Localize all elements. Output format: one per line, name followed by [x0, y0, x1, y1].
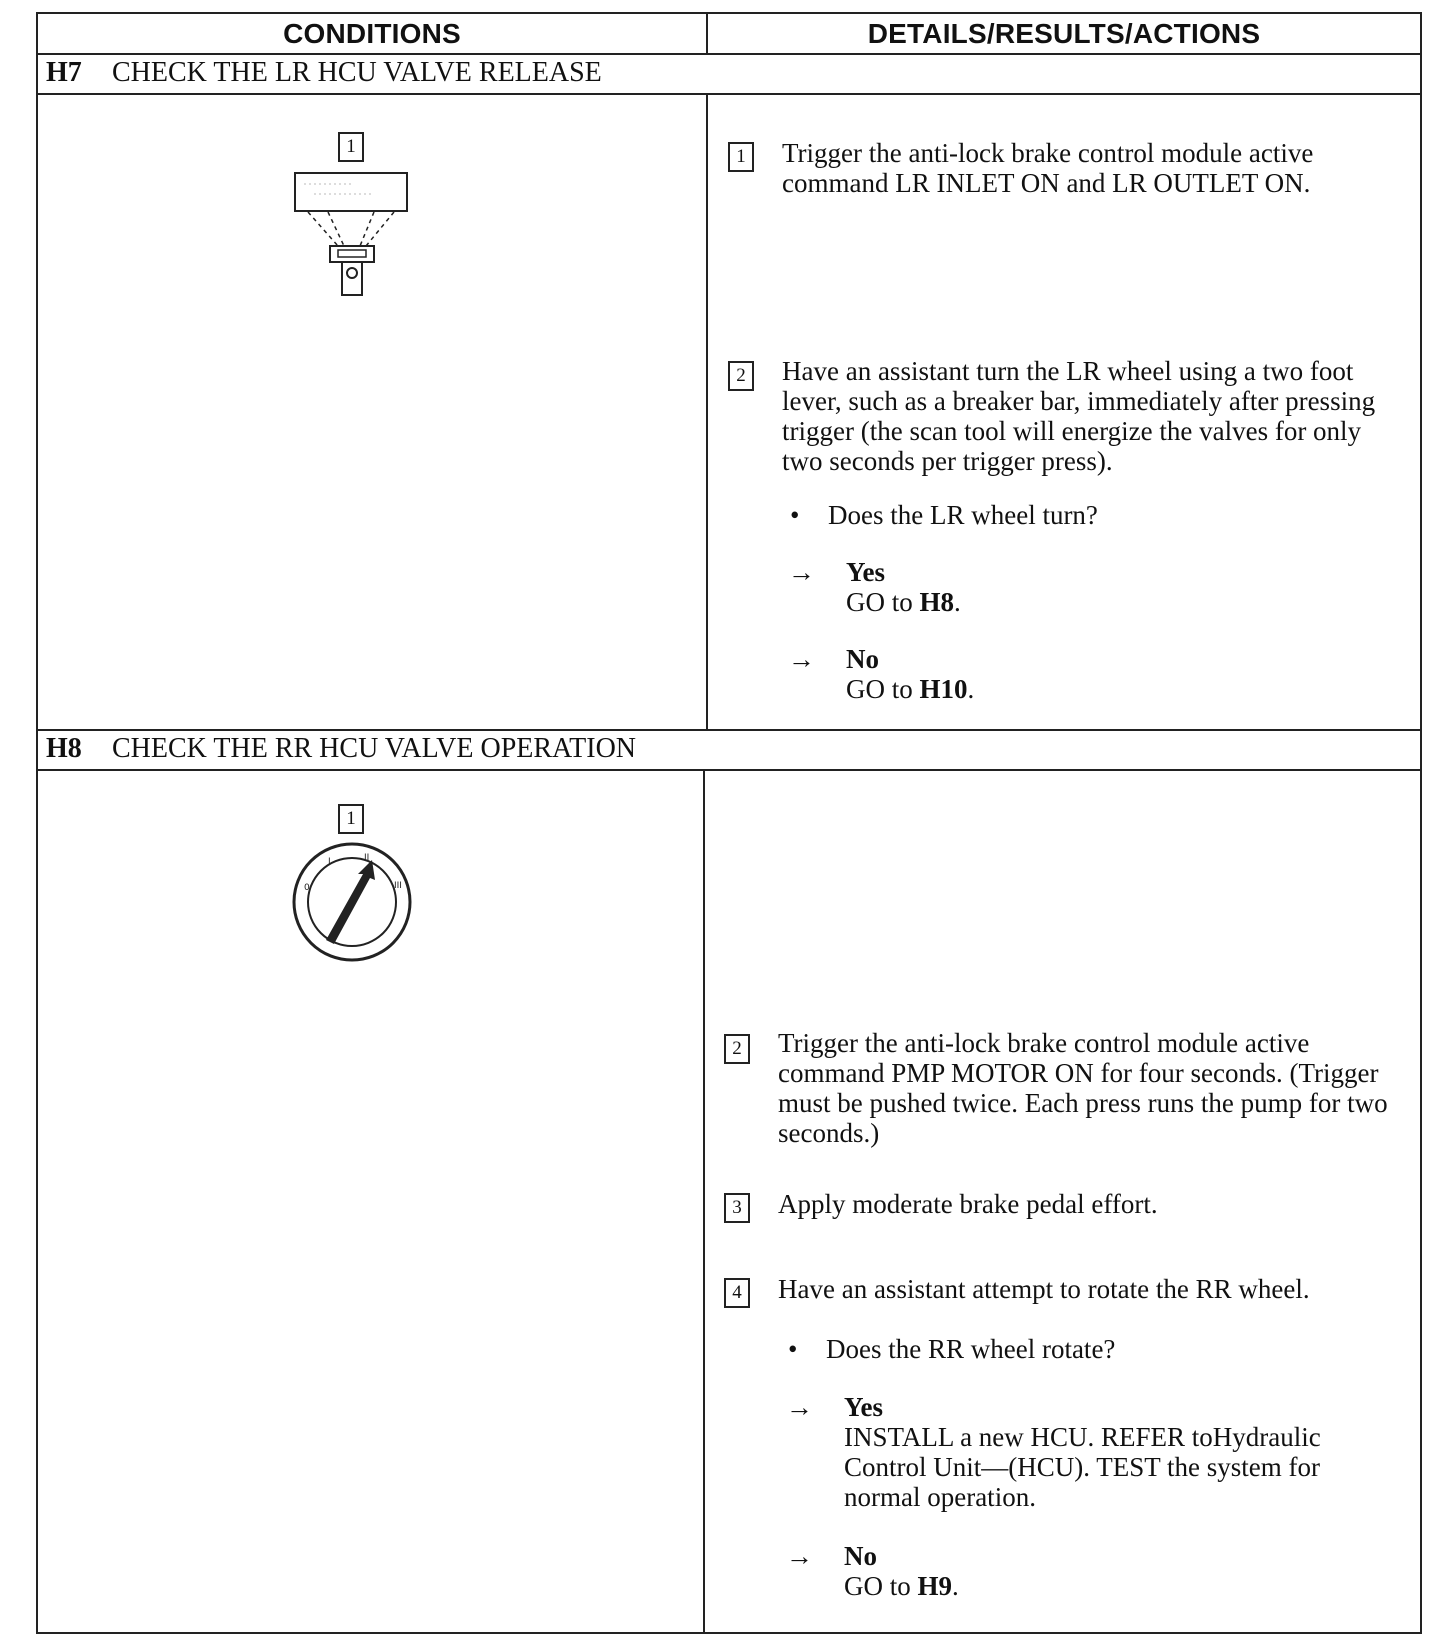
answer-label: No [844, 1541, 877, 1571]
action-prefix: GO to [846, 587, 920, 617]
scan-tool-icon [294, 172, 408, 297]
question [790, 500, 1098, 530]
action-prefix: GO to [846, 674, 920, 704]
figure-step-number: 1 [338, 804, 364, 834]
arrow-right-icon: → [788, 557, 815, 587]
arrow-right-icon: → [788, 644, 815, 674]
step-text: Trigger the anti-lock brake control module active command LR INLET ON and LR OUTLET ON. [782, 138, 1314, 198]
conditions-header: CONDITIONS [283, 18, 461, 49]
table-border-bottom [36, 1632, 1422, 1634]
action-suffix: . [952, 1571, 959, 1601]
answer-action [846, 587, 961, 617]
goto-ref[interactable]: H8 [919, 587, 955, 617]
h7-title-divider [36, 93, 1422, 95]
ignition-switch-icon [290, 840, 414, 964]
section-title-text: CHECK THE LR HCU VALVE RELEASE [112, 57, 602, 88]
svg-text:0: 0 [304, 883, 310, 893]
answer-action [844, 1571, 959, 1601]
question [788, 1334, 1115, 1364]
answer-label: No [846, 644, 879, 674]
answer-action: INSTALL a new HCU. REFER toHydraulic Control Unit—(HCU). TEST the system for normal operation. [844, 1422, 1321, 1512]
h7-column-divider [706, 93, 708, 731]
question-text: Does the LR wheel turn? [828, 500, 1098, 530]
table-border-right [1420, 12, 1422, 1634]
step-number: 4 [724, 1278, 750, 1308]
goto-ref[interactable]: H10 [919, 674, 968, 704]
answer-action [846, 674, 974, 704]
step-text: Apply moderate brake pedal effort. [778, 1189, 1158, 1219]
step-text: Have an assistant attempt to rotate the RR wheel. [778, 1274, 1310, 1304]
bullet-icon: • [790, 500, 800, 530]
arrow-right-icon: → [786, 1392, 813, 1422]
step-number: 2 [724, 1034, 750, 1064]
section-id: H7 [46, 57, 82, 88]
answer-yes [788, 557, 1388, 617]
arrow-right-icon: → [786, 1541, 813, 1571]
action-prefix: GO to [844, 1571, 918, 1601]
answer-label: Yes [844, 1392, 883, 1422]
h8-title-divider [36, 769, 1422, 771]
svg-text:II: II [364, 853, 370, 863]
step-text: Have an assistant turn the LR wheel using a two foot lever, such as a breaker bar, immediately after pressing trigger (the scan tool will energize the valves for only two seconds per trigger press). [782, 356, 1376, 476]
section-title-h8 [46, 730, 636, 768]
svg-text:III: III [394, 881, 402, 891]
goto-ref[interactable]: H9 [917, 1571, 953, 1601]
svg-text:I: I [328, 857, 331, 867]
step-number: 2 [728, 361, 754, 391]
step-number: 1 [728, 142, 754, 172]
section-title-text: CHECK THE RR HCU VALVE OPERATION [112, 733, 637, 764]
table-border-left [36, 12, 38, 1634]
action-suffix: . [954, 587, 961, 617]
answer-yes [786, 1392, 1386, 1516]
h8-column-divider [703, 769, 705, 1634]
answer-no [788, 644, 1388, 704]
section-id: H8 [46, 733, 82, 764]
details-header: DETAILS/RESULTS/ACTIONS [867, 18, 1261, 49]
figure-step-number: 1 [338, 132, 364, 162]
question-text: Does the RR wheel rotate? [826, 1334, 1116, 1364]
answer-no [786, 1541, 1386, 1601]
action-suffix: . [967, 674, 975, 704]
section-title-h7 [46, 54, 602, 92]
step-number: 3 [724, 1193, 750, 1223]
diagnostic-table [36, 12, 1422, 1634]
answer-label: Yes [846, 557, 885, 587]
step-text: Trigger the anti-lock brake control module active command PMP MOTOR ON for four seconds. (Trigger must be pushed twice. Each press runs the pump for two seconds.) [778, 1028, 1388, 1148]
bullet-icon: • [788, 1334, 798, 1364]
